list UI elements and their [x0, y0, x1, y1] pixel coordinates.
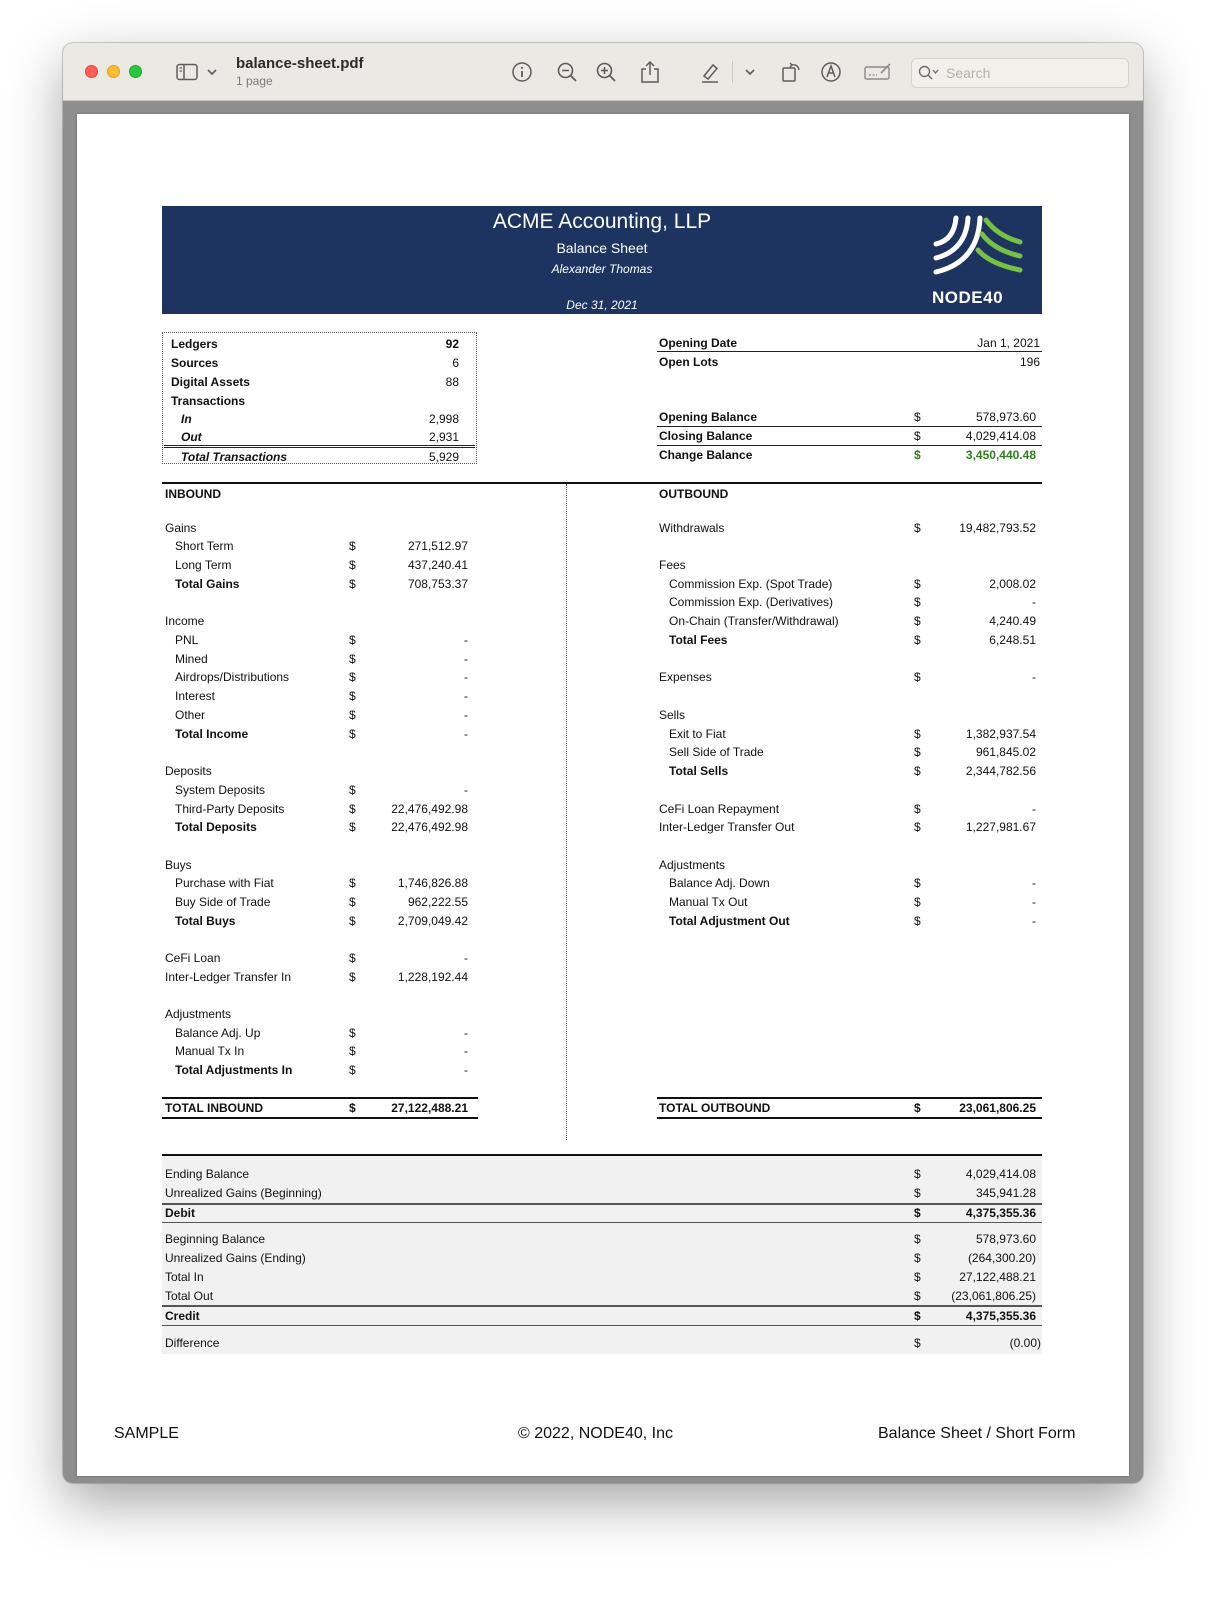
section-divider	[162, 482, 1042, 484]
currency: $	[349, 783, 356, 797]
label: INBOUND	[165, 487, 221, 501]
currency: $	[914, 595, 921, 609]
inbound-row	[175, 1043, 475, 1060]
value: Jan 1, 2021	[977, 336, 1040, 350]
currency: $	[914, 521, 921, 535]
label: Commission Exp. (Derivatives)	[669, 595, 834, 609]
outbound-row	[669, 894, 1039, 911]
outbound-row	[669, 744, 1039, 761]
currency: $	[914, 410, 921, 424]
currency: $	[914, 1232, 921, 1246]
label: Exit to Fiat	[669, 727, 726, 741]
label: Credit	[165, 1309, 200, 1323]
divider	[162, 1117, 478, 1119]
label: Mined	[175, 652, 208, 666]
value: 708,753.37	[407, 577, 468, 591]
zoom-in-button[interactable]	[595, 59, 617, 85]
search-icon	[918, 65, 940, 81]
closing-balance-row	[659, 428, 1041, 445]
group-label	[165, 1006, 475, 1023]
reconciliation-row	[165, 1288, 1041, 1305]
value: 6	[452, 356, 459, 370]
value: 271,512.97	[407, 539, 468, 553]
label: Commission Exp. (Spot Trade)	[669, 577, 833, 591]
label: Sources	[171, 356, 219, 370]
value: -	[1032, 802, 1036, 816]
label: Total Out	[165, 1289, 214, 1303]
chevron-down-icon	[206, 67, 218, 77]
inbound-title	[165, 486, 475, 503]
value: 2,709,049.42	[397, 914, 468, 928]
opening-balance-row	[659, 409, 1041, 426]
summary-out-row	[181, 429, 461, 446]
info-icon	[511, 61, 533, 83]
label: Total Adjustments In	[175, 1063, 293, 1077]
label: Adjustments	[659, 858, 726, 872]
currency: $	[349, 914, 356, 928]
currency: $	[349, 689, 356, 703]
currency: $	[914, 764, 921, 778]
value: 4,029,414.08	[965, 429, 1036, 443]
label: Sells	[659, 708, 686, 722]
label: Change Balance	[659, 448, 753, 462]
currency: $	[914, 820, 921, 834]
summary-total-row	[181, 449, 461, 466]
sidebar-icon	[176, 63, 198, 81]
reconciliation-row	[165, 1166, 1041, 1183]
titlebar	[63, 43, 1143, 101]
total-outbound-row	[659, 1100, 1039, 1117]
value: 88	[445, 375, 459, 389]
value: 2,008.02	[989, 577, 1036, 591]
highlight-menu-button[interactable]	[744, 59, 756, 85]
close-button[interactable]	[85, 65, 98, 78]
value: -	[1032, 595, 1036, 609]
label: Debit	[165, 1206, 195, 1220]
currency: $	[914, 895, 921, 909]
currency: $	[349, 539, 356, 553]
currency: $	[349, 970, 356, 984]
reconciliation-row	[165, 1250, 1041, 1267]
group-label	[659, 857, 1039, 874]
label: Balance Adj. Up	[175, 1026, 261, 1040]
value: -	[464, 1044, 468, 1058]
currency: $	[914, 1206, 921, 1220]
currency: $	[914, 577, 921, 591]
inbound-row	[175, 707, 475, 724]
inbound-row	[175, 1062, 475, 1079]
divider	[657, 426, 1042, 427]
difference-row	[165, 1335, 1041, 1352]
label: Total Sells	[669, 764, 729, 778]
label: TOTAL OUTBOUND	[659, 1101, 771, 1115]
value: 5,929	[428, 450, 459, 464]
outbound-title	[659, 486, 1039, 503]
label: Total Adjustment Out	[669, 914, 790, 928]
group-label	[165, 613, 475, 630]
inbound-row	[175, 576, 475, 593]
label: Total Fees	[669, 633, 728, 647]
change-balance-row	[659, 447, 1041, 464]
currency: $	[349, 633, 356, 647]
label: Transactions	[171, 394, 246, 408]
value: -	[464, 1026, 468, 1040]
currency: $	[914, 633, 921, 647]
value: 4,029,414.08	[965, 1167, 1036, 1181]
zoom-in-icon	[595, 61, 617, 83]
inbound-row	[175, 913, 475, 930]
value: 1,227,981.67	[965, 820, 1036, 834]
sidebar-menu-button[interactable]	[206, 59, 218, 85]
label: Total Gains	[175, 577, 240, 591]
currency: $	[914, 1167, 921, 1181]
report-date: Dec 31, 2021	[566, 298, 638, 312]
currency: $	[349, 820, 356, 834]
label: Closing Balance	[659, 429, 753, 443]
value: 345,941.28	[975, 1186, 1036, 1200]
divider	[162, 1325, 1042, 1326]
divider	[657, 445, 1042, 446]
divider	[657, 1097, 1042, 1099]
document-page-count: 1 page	[236, 74, 273, 88]
label: Airdrops/Distributions	[175, 670, 290, 684]
label: Expenses	[659, 670, 712, 684]
inbound-row	[175, 875, 475, 892]
currency: $	[349, 558, 356, 572]
value: 19,482,793.52	[959, 521, 1036, 535]
highlight-button[interactable]	[699, 59, 721, 85]
value: (264,300.20)	[967, 1251, 1036, 1265]
value: -	[464, 670, 468, 684]
label: Inter-Ledger Transfer In	[165, 970, 292, 984]
value: 3,450,440.48	[965, 448, 1036, 462]
divider	[162, 1097, 478, 1099]
inbound-row	[175, 782, 475, 799]
node40-logo-mark	[930, 214, 1026, 284]
reconciliation-row	[165, 1269, 1041, 1286]
label: Manual Tx In	[175, 1044, 245, 1058]
outbound-row	[669, 613, 1039, 630]
inbound-row	[165, 969, 475, 986]
label: Ending Balance	[165, 1167, 250, 1181]
currency: $	[349, 727, 356, 741]
preview-window	[63, 43, 1143, 1483]
value: -	[1032, 914, 1036, 928]
value: 578,973.60	[975, 1232, 1036, 1246]
currency: $	[349, 802, 356, 816]
label: Deposits	[165, 764, 212, 778]
value: 27,122,488.21	[959, 1270, 1036, 1284]
label: TOTAL INBOUND	[165, 1101, 263, 1115]
currency: $	[914, 1289, 921, 1303]
reconciliation-row	[165, 1205, 1041, 1222]
value: -	[464, 708, 468, 722]
currency: $	[914, 1336, 921, 1350]
currency: $	[914, 914, 921, 928]
document-title: balance-sheet.pdf	[236, 55, 364, 72]
divider	[162, 1154, 1042, 1156]
minimize-button[interactable]	[107, 65, 120, 78]
currency: $	[349, 652, 356, 666]
search-placeholder: Search	[946, 65, 991, 81]
value: -	[1032, 670, 1036, 684]
label: Unrealized Gains (Ending)	[165, 1251, 306, 1265]
currency: $	[349, 1044, 356, 1058]
currency: $	[914, 614, 921, 628]
group-label	[659, 557, 1039, 574]
label: Gains	[165, 521, 197, 535]
value: 6,248.51	[989, 633, 1036, 647]
value: 962,222.55	[407, 895, 468, 909]
footer-copyright: © 2022, NODE40, Inc	[518, 1425, 673, 1442]
chevron-down-icon	[744, 67, 756, 77]
value: 22,476,492.98	[391, 802, 468, 816]
currency: $	[914, 876, 921, 890]
report-header	[162, 206, 1042, 314]
group-label	[165, 857, 475, 874]
highlighter-icon	[699, 61, 721, 83]
value: 23,061,806.25	[959, 1101, 1036, 1115]
currency: $	[914, 727, 921, 741]
currency: $	[349, 1063, 356, 1077]
label: Long Term	[175, 558, 232, 572]
label: Out	[181, 430, 202, 444]
label: Purchase with Fiat	[175, 876, 274, 890]
outbound-row	[659, 520, 1039, 537]
zoom-button[interactable]	[129, 65, 142, 78]
group-label	[165, 763, 475, 780]
currency: $	[349, 670, 356, 684]
client-name: Alexander Thomas	[551, 262, 653, 276]
currency: $	[914, 670, 921, 684]
form-fill-icon	[864, 61, 892, 83]
inbound-row	[165, 950, 475, 967]
currency: $	[349, 876, 356, 890]
toolbar-divider	[732, 61, 733, 83]
value: -	[464, 633, 468, 647]
divider	[164, 447, 475, 448]
info-button[interactable]	[511, 59, 533, 85]
value: (23,061,806.25)	[951, 1289, 1036, 1303]
currency: $	[349, 577, 356, 591]
total-inbound-row	[165, 1100, 475, 1117]
value: -	[1032, 876, 1036, 890]
value: 27,122,488.21	[391, 1101, 468, 1115]
share-icon	[640, 60, 660, 84]
currency: $	[349, 895, 356, 909]
label: OUTBOUND	[659, 487, 729, 501]
label: CeFi Loan	[165, 951, 221, 965]
inbound-row	[175, 726, 475, 743]
label: Short Term	[175, 539, 234, 553]
footer-sample: SAMPLE	[114, 1425, 179, 1442]
outbound-row	[669, 576, 1039, 593]
inbound-row	[175, 651, 475, 668]
inbound-row	[175, 538, 475, 555]
summary-digital-assets-row	[171, 374, 461, 391]
currency: $	[914, 1186, 921, 1200]
markup-icon	[820, 61, 842, 83]
column-divider	[566, 484, 567, 1140]
currency: $	[914, 448, 921, 462]
value: 2,344,782.56	[965, 764, 1036, 778]
inbound-row	[175, 801, 475, 818]
currency: $	[914, 802, 921, 816]
currency: $	[914, 429, 921, 443]
value: -	[464, 652, 468, 666]
label: Total Deposits	[175, 820, 257, 834]
label: Manual Tx Out	[669, 895, 748, 909]
group-label	[165, 520, 475, 537]
value: 22,476,492.98	[391, 820, 468, 834]
opening-date-row	[659, 335, 1041, 352]
outbound-row	[669, 875, 1039, 892]
zoom-out-button[interactable]	[556, 59, 578, 85]
value: 1,228,192.44	[397, 970, 468, 984]
label: System Deposits	[175, 783, 266, 797]
currency: $	[914, 1309, 921, 1323]
summary-sources-row	[171, 355, 461, 372]
rotate-button[interactable]	[780, 59, 802, 85]
outbound-row	[669, 913, 1039, 930]
label: PNL	[175, 633, 199, 647]
label: Beginning Balance	[165, 1232, 266, 1246]
label: In	[181, 412, 192, 426]
group-label	[659, 707, 1039, 724]
divider	[657, 351, 1042, 352]
label: Fees	[659, 558, 686, 572]
value: 4,375,355.36	[965, 1206, 1036, 1220]
label: Adjustments	[165, 1007, 232, 1021]
value: -	[464, 689, 468, 703]
outbound-row	[669, 763, 1039, 780]
label: Withdrawals	[659, 521, 725, 535]
inbound-row	[175, 557, 475, 574]
label: Third-Party Deposits	[175, 802, 285, 816]
rotate-icon	[780, 61, 802, 83]
outbound-row	[669, 632, 1039, 649]
divider	[657, 1117, 1042, 1119]
inbound-row	[175, 688, 475, 705]
divider	[162, 1222, 1042, 1223]
label: Other	[175, 708, 206, 722]
value: -	[464, 783, 468, 797]
label: Opening Balance	[659, 410, 758, 424]
outbound-row	[659, 801, 1039, 818]
currency: $	[349, 1026, 356, 1040]
search-field[interactable]	[911, 58, 1129, 88]
inbound-row	[175, 819, 475, 836]
value: 961,845.02	[975, 745, 1036, 759]
label: Total Buys	[175, 914, 236, 928]
label: Inter-Ledger Transfer Out	[659, 820, 795, 834]
share-button[interactable]	[640, 59, 660, 85]
label: CeFi Loan Repayment	[659, 802, 780, 816]
logo-wordmark: NODE40	[932, 288, 1004, 307]
divider	[164, 445, 475, 446]
zoom-out-icon	[556, 61, 578, 83]
value: 4,240.49	[989, 614, 1036, 628]
inbound-row	[175, 632, 475, 649]
value: -	[1032, 895, 1036, 909]
value: 2,931	[428, 430, 459, 444]
label: Difference	[165, 1336, 220, 1350]
pdf-page	[77, 114, 1129, 1476]
value: 92	[445, 337, 459, 351]
value: -	[464, 727, 468, 741]
reconciliation-row	[165, 1231, 1041, 1248]
label: Balance Adj. Down	[669, 876, 770, 890]
label: Unrealized Gains (Beginning)	[165, 1186, 322, 1200]
value: 4,375,355.36	[965, 1309, 1036, 1323]
outbound-row	[669, 726, 1039, 743]
label: Income	[165, 614, 205, 628]
label: Buys	[165, 858, 192, 872]
currency: $	[914, 1270, 921, 1284]
currency: $	[349, 951, 356, 965]
currency: $	[914, 1251, 921, 1265]
value: 196	[1019, 355, 1040, 369]
value: 437,240.41	[407, 558, 468, 572]
inbound-row	[175, 894, 475, 911]
currency: $	[914, 745, 921, 759]
reconciliation-row	[165, 1185, 1041, 1202]
currency: $	[349, 708, 356, 722]
value: 578,973.60	[975, 410, 1036, 424]
outbound-row	[669, 594, 1039, 611]
value: 1,746,826.88	[397, 876, 468, 890]
label: Total Income	[175, 727, 249, 741]
reconciliation-row	[165, 1308, 1041, 1325]
divider	[162, 1305, 1042, 1307]
label: Interest	[175, 689, 216, 703]
company-name: ACME Accounting, LLP	[492, 210, 712, 233]
value: -	[464, 1063, 468, 1077]
markup-button[interactable]	[820, 59, 842, 85]
label: Open Lots	[659, 355, 719, 369]
summary-transactions-row	[171, 393, 461, 410]
outbound-row	[659, 669, 1039, 686]
label: Opening Date	[659, 336, 738, 350]
currency: $	[349, 1101, 356, 1115]
value: 2,998	[428, 412, 459, 426]
label: Sell Side of Trade	[669, 745, 764, 759]
form-fill-button[interactable]	[864, 59, 892, 85]
footer-form-name: Balance Sheet / Short Form	[878, 1425, 1076, 1442]
sidebar-toggle-button[interactable]	[176, 59, 198, 85]
label: Digital Assets	[171, 375, 250, 389]
label: Buy Side of Trade	[175, 895, 271, 909]
node40-logo	[930, 214, 1026, 308]
value: -	[464, 951, 468, 965]
value: 1,382,937.54	[965, 727, 1036, 741]
divider	[162, 1203, 1042, 1205]
label: Ledgers	[171, 337, 218, 351]
currency: $	[914, 1101, 921, 1115]
summary-in-row	[181, 411, 461, 428]
open-lots-row	[659, 354, 1041, 371]
value: (0.00)	[1009, 1336, 1041, 1350]
inbound-row	[175, 1025, 475, 1042]
label: On-Chain (Transfer/Withdrawal)	[669, 614, 839, 628]
label: Total Transactions	[181, 450, 288, 464]
inbound-row	[175, 669, 475, 686]
label: Total In	[165, 1270, 204, 1284]
summary-ledgers-row	[171, 336, 461, 353]
outbound-row	[659, 819, 1039, 836]
report-title: Balance Sheet	[556, 240, 648, 256]
